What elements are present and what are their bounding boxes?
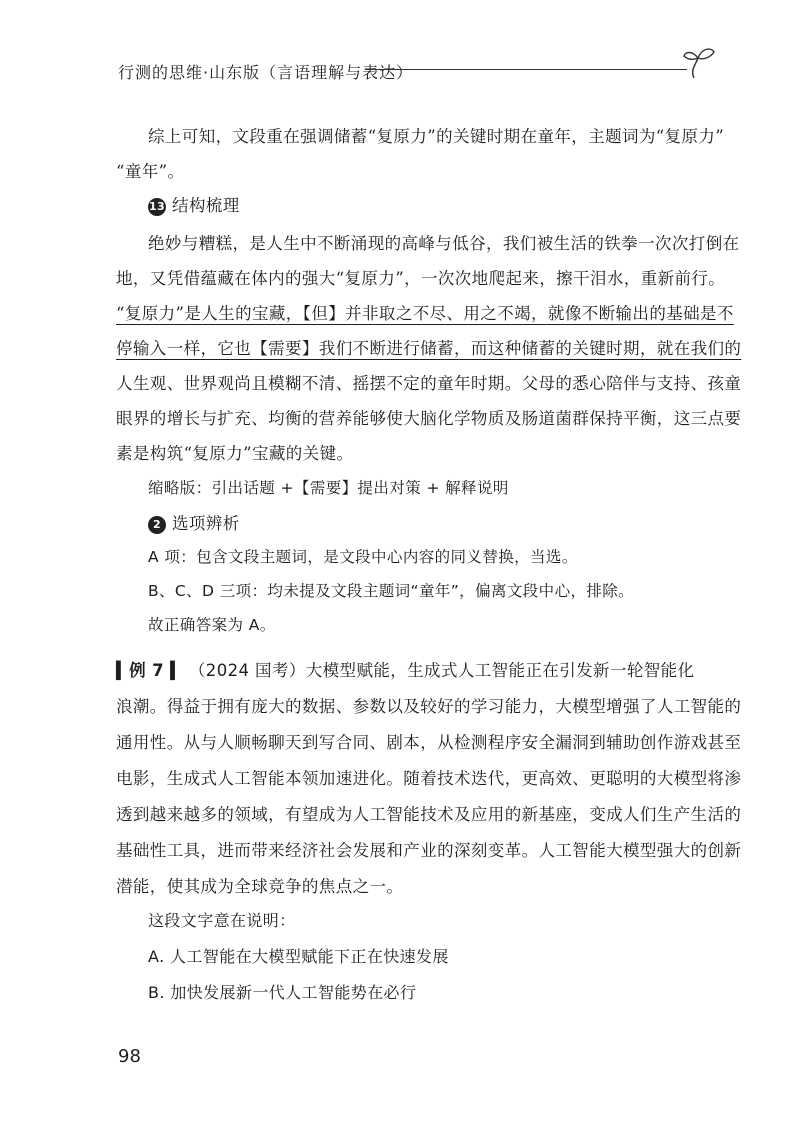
running-header: 行测的思维·山东版（言语理解与表达）	[118, 63, 414, 82]
question-stem: 这段文字意在说明：	[148, 911, 296, 930]
example-line-3: 通用性。从与人顺畅聊天到写合同、剧本，从检测程序安全漏洞到辅助创作游戏甚至	[116, 733, 742, 752]
structure-heading	[148, 192, 240, 216]
sprout-icon	[682, 40, 716, 80]
section-number-badge-2: 2	[148, 516, 166, 534]
example-tag: ▍例 7 ▍	[116, 661, 184, 680]
structure-line-5: 人生观、世界观尚且模糊不清、摇摆不定的童年时期。父母的悉心陪伴与支持、孩童	[116, 374, 742, 393]
structure-line-7: 素是构筑“复原力”宝藏的关键。	[116, 444, 354, 463]
section-number-badge: 13	[148, 198, 166, 216]
example-line-2: 浪潮。得益于拥有庞大的数据、参数以及较好的学习能力，大模型增强了人工智能的	[116, 697, 742, 716]
example-line-7: 潜能，使其成为全球竞争的焦点之一。	[116, 877, 404, 896]
option-b: B. 加快发展新一代人工智能势在必行	[148, 983, 417, 1002]
page-number: 98	[118, 1046, 141, 1067]
example-line-1: 大模型赋能，生成式人工智能正在引发新一轮智能化	[305, 661, 695, 680]
structure-line-1: 绝妙与糟糕，是人生中不断涌现的高峰与低谷，我们被生活的铁拳一次次打倒在	[148, 234, 740, 253]
example-line-6: 基础性工具，进而带来经济社会发展和产业的深刻变革。人工智能大模型强大的创新	[116, 841, 742, 860]
structure-line-6: 眼界的增长与扩充、均衡的营养能够使大脑化学物质及肠道菌群保持平衡，这三点要	[116, 409, 742, 428]
structure-line-4: 停输入一样，它也【需要】我们不断进行储蓄，而这种储蓄的关键时期，就在我们的	[116, 339, 742, 358]
analysis-option-a: A 项：包含文段主题词，是文段中心内容的同义替换，当选。	[148, 548, 578, 566]
summary-line-1: 综上可知，文段重在强调储蓄“复原力”的关键时期在童年，主题词为“复原力”	[148, 127, 725, 146]
analysis-option-bcd: B、C、D 三项：均未提及文段主题词“童年”，偏离文段中心，排除。	[148, 582, 635, 600]
structure-heading-text: 结构梳理	[172, 196, 240, 215]
analysis-heading-text: 选项辨析	[172, 514, 240, 533]
analysis-answer: 故正确答案为 A。	[148, 616, 276, 634]
header-rule	[365, 69, 687, 70]
structure-line-2: 地，又凭借蕴藏在体内的强大“复原力”，一次次地爬起来，擦干泪水，重新前行。	[116, 269, 726, 288]
structure-line-3: “复原力”是人生的宝藏，【但】并非取之不尽、用之不竭，就像不断输出的基础是不	[116, 304, 734, 323]
summary-line-2: “童年”。	[116, 162, 185, 181]
example-source: （2024 国考）	[188, 661, 306, 680]
analysis-heading	[148, 510, 240, 534]
structure-brief: 缩略版：引出话题 +【需要】提出对策 + 解释说明	[148, 479, 509, 497]
example-line-5: 透到越来越多的领域，有望成为人工智能技术及应用的新基座，变成人们生产生活的	[116, 805, 742, 824]
example-line-4: 电影，生成式人工智能本领加速进化。随着技术迭代，更高效、更聪明的大模型将渗	[116, 769, 742, 788]
example-first-line	[116, 657, 694, 681]
option-a: A. 人工智能在大模型赋能下正在快速发展	[148, 947, 449, 966]
